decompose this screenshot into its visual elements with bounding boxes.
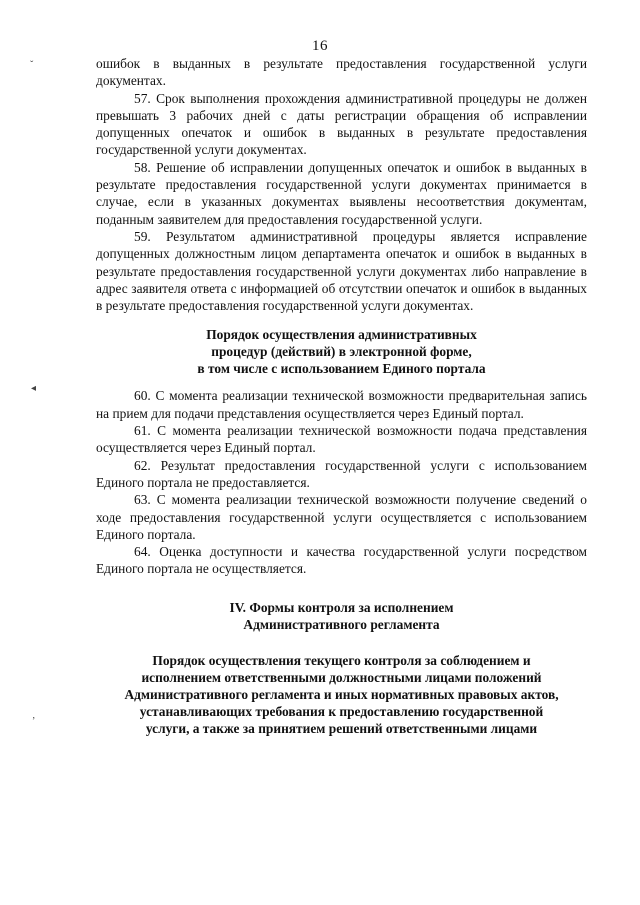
paragraph-57: 57. Срок выполнения прохождения административной процедуры не должен превышать 3 рабочих дней с даты регистрации обращения об исправлении допущенных опечаток и ошибок в выданных в результате предоставления государственной услуги документах. [96,90,587,158]
heading-line: в том числе с использованием Единого портала [197,361,486,377]
heading-line: Порядок осуществления административных [206,327,477,343]
margin-mark: ◂ [31,383,37,394]
heading-current-control [96,652,587,737]
paragraph-59: 59. Результатом административной процедуры является исправление допущенных должностным лицом департамента опечаток и ошибок в выданных в результате предоставления государственной услуги документах либо направление в адрес заявителя ответа с информацией об отсутствии опечаток и ошибок в выданных в результате предоставления государственной услуги документах. [96,228,587,314]
paragraph-continuation: ошибок в выданных в результате предоставления государственной услуги документах. [96,56,587,89]
margin-mark: ˇ [30,60,34,71]
heading-electronic-procedures [96,326,587,377]
paragraph-63: 63. С момента реализации технической возможности получение сведений о ходе предоставления государственной услуги осуществляется с использованием Единого портала. [96,492,587,542]
paragraph-60: 60. С момента реализации технической возможности предварительная запись на прием для подачи представления осуществляется через Единый портал. [96,388,587,421]
paragraph-62: 62. Результат предоставления государственной услуги с использованием Единого портала не предоставляется. [96,457,587,490]
heading-line: услуги, а также за принятием решений ответственными лицами [145,720,538,736]
heading-section-iv [96,599,587,633]
heading-line: устанавливающих требования к предоставлению государственной [139,703,544,719]
document-body [96,55,587,737]
heading-line: Административного регламента [243,616,440,632]
heading-line: процедур (действий) в электронной форме, [211,344,472,360]
margin-mark: ‚ [32,710,36,721]
page-number: 16 [312,38,328,54]
heading-line: Порядок осуществления текущего контроля за соблюдением и [152,652,531,668]
heading-line: исполнением ответственными должностными лицами положений [141,669,542,685]
heading-line: Административного регламента и иных нормативных правовых актов, [124,686,559,702]
paragraph-64: 64. Оценка доступности и качества государственной услуги посредством Единого портала не осуществляется. [96,544,587,577]
heading-line: IV. Формы контроля за исполнением [229,599,454,615]
paragraph-61: 61. С момента реализации технической возможности подача представления осуществляется через Единый портал. [96,423,587,456]
paragraph-58: 58. Решение об исправлении допущенных опечаток и ошибок в выданных в результате предоставления государственной услуги документах принимается в случае, если в указанных документах выявлены несоответствия документам, поданным заявителем для предоставления государственной услуги. [96,159,587,227]
